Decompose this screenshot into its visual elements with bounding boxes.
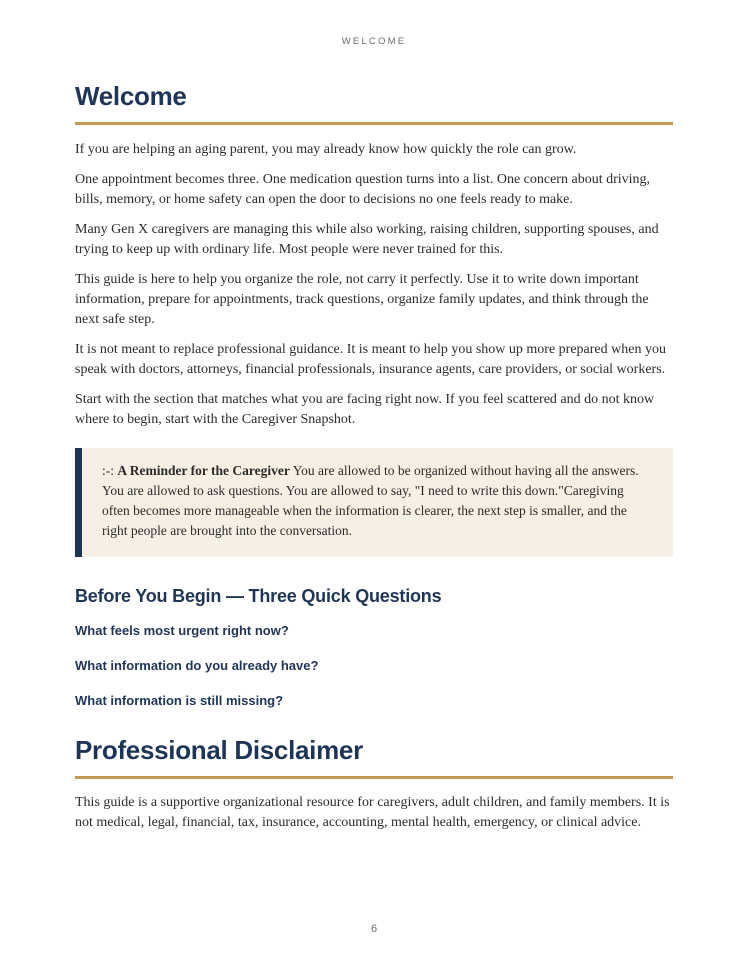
section-title-disclaimer: Professional Disclaimer bbox=[75, 735, 363, 765]
body-paragraph: This guide is a supportive organizational resource for caregivers, adult children, and family members. It is not medical, legal, financial, tax, insurance, accounting, mental health, emergency, or clinical advice. bbox=[75, 795, 670, 830]
callout-prefix: :-: bbox=[102, 463, 118, 478]
body-paragraph: It is not meant to replace professional guidance. It is meant to help you show up more prepared when you speak with doctors, attorneys, financial professionals, insurance agents, care providers, or social workers. bbox=[75, 342, 666, 377]
body-paragraph: If you are helping an aging parent, you may already know how quickly the role can grow. bbox=[75, 142, 577, 157]
body-paragraph: Many Gen X caregivers are managing this while also working, raising children, supporting spouses, and trying to keep up with ordinary life. Most people were never trained for this. bbox=[75, 222, 659, 257]
quick-questions-list bbox=[75, 621, 673, 710]
page-content bbox=[75, 78, 673, 843]
welcome-body bbox=[75, 140, 673, 430]
callout-heading: A Reminder for the Caregiver bbox=[117, 463, 290, 478]
section-title-welcome: Welcome bbox=[75, 81, 187, 111]
subsection-title-before-you-begin: Before You Begin — Three Quick Questions bbox=[75, 586, 442, 606]
page-number: 6 bbox=[370, 923, 378, 935]
quick-question: What information is still missing? bbox=[75, 693, 284, 708]
quick-question: What feels most urgent right now? bbox=[75, 623, 289, 638]
section-divider bbox=[75, 122, 673, 125]
body-paragraph: One appointment becomes three. One medication question turns into a list. One concern about driving, bills, memory, or home safety can open the door to decisions no one feels ready to make. bbox=[75, 172, 651, 207]
quick-question: What information do you already have? bbox=[75, 658, 319, 673]
caregiver-reminder-callout bbox=[75, 448, 673, 557]
section-divider bbox=[75, 776, 673, 779]
body-paragraph: This guide is here to help you organize the role, not carry it perfectly. Use it to write down important information, prepare for appointments, track questions, organize family updates, and think through the next safe step. bbox=[75, 272, 649, 327]
body-paragraph: Start with the section that matches what you are facing right now. If you feel scattered and do not know where to begin, start with the Caregiver Snapshot. bbox=[75, 392, 655, 427]
callout-text: You are allowed to be organized without having all the answers. You are allowed to ask questions. You are allowed to say, "I need to write this down."Caregiving often becomes more manageable when the information is clearer, the next step is smaller, and the right people are brought into the conversation. bbox=[102, 463, 639, 538]
running-header: WELCOME bbox=[341, 36, 407, 47]
disclaimer-body bbox=[75, 793, 673, 833]
